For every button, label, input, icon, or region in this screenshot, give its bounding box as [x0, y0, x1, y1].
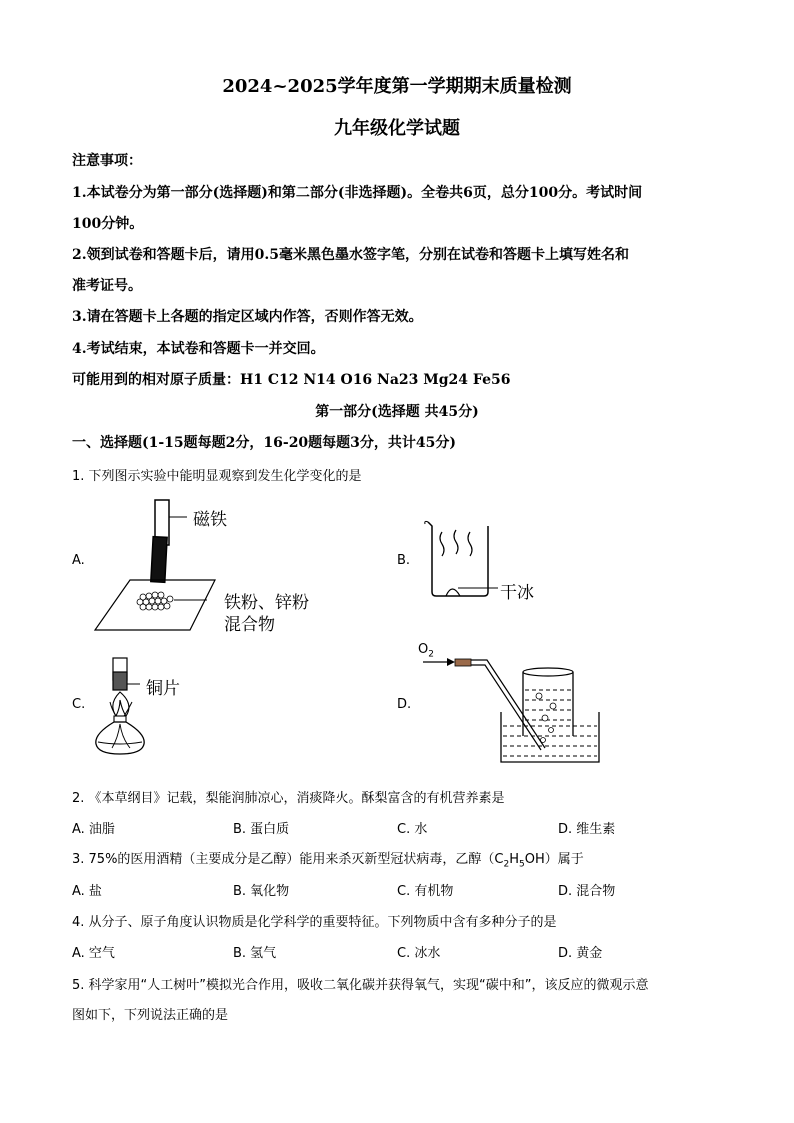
copper-sheet-lamp-figure: [90, 652, 200, 762]
q1-option-a-letter: A.: [72, 553, 85, 568]
dry-ice-beaker-figure: [420, 518, 510, 598]
q3-option-a: A. 盐: [72, 884, 102, 899]
oxygen-collection-figure: [415, 650, 605, 765]
label-mixture: 混合物: [224, 615, 275, 635]
q3-option-d: D. 混合物: [558, 884, 616, 899]
note-2: 2.领到试卷和答题卡后，请用0.5毫米黑色墨水签字笔，分别在试卷和答题卡上填写姓名和: [72, 247, 629, 263]
label-iron-zinc-powder: 铁粉、锌粉: [224, 593, 309, 613]
q1-option-b-letter: B.: [397, 553, 411, 568]
note-2-cont: 准考证号。: [72, 278, 142, 294]
atomic-masses: 可能用到的相对原子质量：H1 C12 N14 O16 Na23 Mg24 Fe56: [72, 372, 511, 388]
q5-stem: 5. 科学家用“人工树叶”模拟光合作用，吸收二氧化碳并获得氧气，实现“碳中和”，该反应的微观示意: [72, 978, 649, 993]
q4-option-c: C. 冰水: [397, 946, 441, 961]
q1-option-c-letter: C.: [72, 697, 86, 712]
note-3: 3.请在答题卡上各题的指定区域内作答，否则作答无效。: [72, 309, 423, 325]
q4-option-a: A. 空气: [72, 946, 115, 961]
note-1-cont: 100分钟。: [72, 216, 144, 232]
q4-option-d: D. 黄金: [558, 946, 603, 961]
label-copper-sheet: 铜片: [146, 679, 180, 699]
q3-option-b: B. 氧化物: [233, 884, 290, 899]
part1-title: 第一部分(选择题 共45分): [315, 404, 479, 420]
label-dry-ice: 干冰: [500, 583, 534, 603]
q4-stem: 4. 从分子、原子角度认识物质是化学科学的重要特征。下列物质中含有多种分子的是: [72, 915, 557, 930]
exam-title: 2024~2025学年度第一学期期末质量检测: [222, 76, 572, 97]
q4-option-b: B. 氢气: [233, 946, 277, 961]
q2-option-c: C. 水: [397, 822, 428, 837]
note-4: 4.考试结束，本试卷和答题卡一并交回。: [72, 341, 325, 357]
q3-stem: 3. 75%的医用酒精（主要成分是乙醇）能用来杀灭新型冠状病毒，乙醇$(C_2H_5OH)$属于: [72, 852, 584, 870]
q2-option-a: A. 油脂: [72, 822, 115, 837]
q1-stem: 1. 下列图示实验中能明显观察到发生化学变化的是: [72, 469, 362, 484]
q2-option-d: D. 维生素: [558, 822, 616, 837]
q2-option-b: B. 蛋白质: [233, 822, 290, 837]
section-title: 一、选择题(1-15题每题2分，16-20题每题3分，共计45分): [72, 435, 457, 451]
label-magnet: 磁铁: [193, 510, 227, 530]
q1-option-d-letter: D.: [397, 697, 412, 712]
note-1: 1.本试卷分为第一部分(选择题)和第二部分(非选择题)。全卷共6页，总分100分。考试时间: [72, 185, 643, 201]
q3-option-c: C. 有机物: [397, 884, 454, 899]
q2-stem: 2. 《本草纲目》记载，梨能润肺凉心，消痰降火。酥梨富含的有机营养素是: [72, 791, 505, 806]
q5-stem-cont: 图如下，下列说法正确的是: [72, 1008, 229, 1023]
exam-subtitle: 九年级化学试题: [334, 118, 460, 139]
label-oxygen: $O_2$: [418, 642, 434, 660]
notes-heading: 注意事项：: [72, 153, 142, 169]
